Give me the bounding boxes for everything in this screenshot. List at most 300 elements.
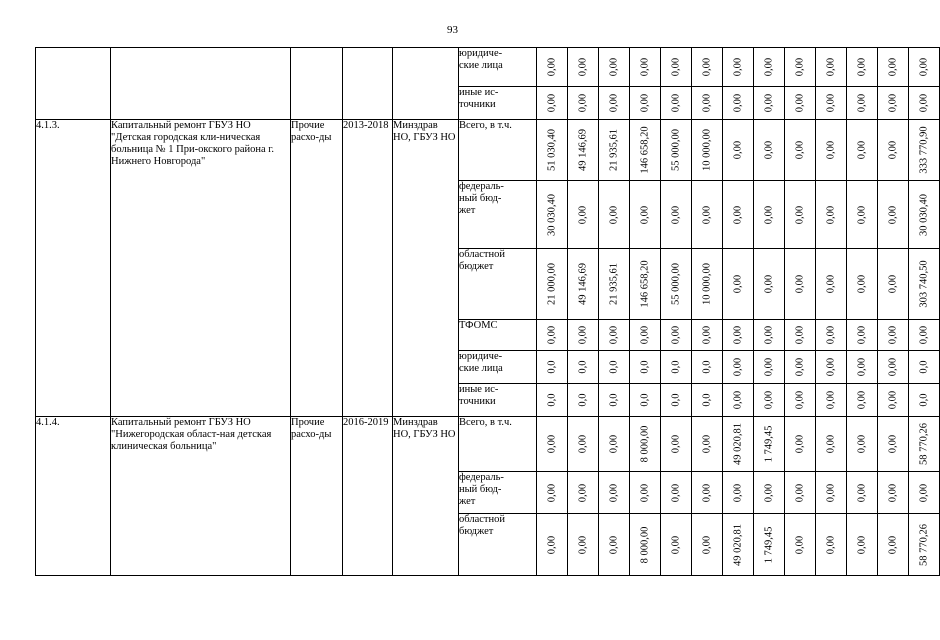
value-text: 0,0 (639, 393, 651, 407)
value-cell (785, 320, 816, 351)
value-text: 0,00 (856, 390, 868, 410)
value-cell (661, 249, 692, 320)
value-cell (847, 48, 878, 87)
value-text: 0,00 (856, 434, 868, 454)
value-text: 0,00 (608, 205, 620, 224)
value-cell (537, 384, 568, 417)
value-cell (661, 87, 692, 120)
value-text: 0,00 (577, 434, 589, 454)
value-text: 0,00 (825, 357, 837, 377)
value-text: 0,00 (546, 434, 558, 454)
funding-source-label: Всего, в т.ч. (459, 417, 537, 472)
value-text: 0,00 (732, 205, 744, 224)
value-cell (754, 120, 785, 181)
value-cell (630, 249, 661, 320)
value-cell (630, 320, 661, 351)
funding-source-label: федераль- ный бюд- жет (459, 181, 537, 249)
value-cell (692, 87, 723, 120)
value-cell (537, 249, 568, 320)
value-cell (754, 417, 785, 472)
value-cell (785, 249, 816, 320)
value-cell (816, 384, 847, 417)
value-cell (816, 181, 847, 249)
value-cell (537, 120, 568, 181)
value-text: 0,00 (763, 205, 775, 224)
value-text: 58 770,26 (918, 523, 930, 566)
value-cell (537, 514, 568, 576)
value-cell (723, 472, 754, 514)
value-text: 0,00 (701, 535, 713, 554)
value-cell (847, 417, 878, 472)
value-cell (723, 120, 754, 181)
value-cell (785, 181, 816, 249)
value-cell (630, 417, 661, 472)
value-text: 0,00 (763, 140, 775, 160)
value-cell (692, 249, 723, 320)
value-cell (754, 48, 785, 87)
value-cell (599, 120, 630, 181)
value-text: 0,00 (732, 274, 744, 294)
value-text: 0,00 (639, 325, 651, 345)
value-cell (630, 514, 661, 576)
value-text: 0,0 (577, 393, 589, 407)
value-text: 0,00 (670, 93, 682, 113)
value-text: 0,00 (670, 325, 682, 345)
value-text: 0,00 (670, 434, 682, 454)
page-number: 93 (447, 24, 458, 36)
value-text: 0,00 (670, 205, 682, 224)
value-cell (692, 351, 723, 384)
value-text: 0,00 (701, 325, 713, 345)
value-text: 0,00 (577, 535, 589, 554)
value-cell (568, 472, 599, 514)
value-text: 0,00 (608, 483, 620, 502)
value-cell (568, 48, 599, 87)
value-text: 0,00 (670, 535, 682, 554)
value-text: 0,00 (887, 357, 899, 377)
value-text: 0,0 (670, 393, 682, 407)
value-cell (723, 351, 754, 384)
value-text: 0,00 (887, 93, 899, 113)
period-cell: 2016-2019 (343, 417, 393, 576)
item-number-cell: 4.1.4. (36, 417, 111, 576)
value-text: 0,00 (887, 140, 899, 160)
value-text: 0,00 (825, 535, 837, 554)
value-text: 0,00 (732, 483, 744, 502)
value-cell (568, 514, 599, 576)
value-text: 146 658,20 (639, 260, 651, 308)
value-text: 0,00 (856, 325, 868, 345)
value-text: 0,00 (763, 483, 775, 502)
value-text: 0,00 (608, 434, 620, 454)
value-text: 10 000,00 (701, 129, 713, 171)
value-text: 0,0 (701, 393, 713, 407)
period-cell (343, 48, 393, 120)
value-cell (599, 351, 630, 384)
value-text: 0,00 (825, 434, 837, 454)
value-cell (723, 181, 754, 249)
value-cell (661, 514, 692, 576)
value-text: 0,00 (794, 274, 806, 294)
item-name-cell: Капитальный ремонт ГБУЗ НО "Детская городская кли-ническая больница № 1 При-окского района г. Нижнего Новгорода" (111, 120, 291, 417)
value-text: 0,00 (794, 93, 806, 113)
value-cell (878, 48, 909, 87)
value-cell (754, 514, 785, 576)
value-text: 0,00 (825, 93, 837, 113)
value-cell (537, 48, 568, 87)
value-text: 0,00 (763, 390, 775, 410)
value-text: 0,00 (577, 57, 589, 77)
value-cell (568, 87, 599, 120)
value-cell (661, 320, 692, 351)
value-text: 0,00 (918, 57, 930, 77)
value-text: 0,00 (577, 93, 589, 113)
value-text: 1 749,45 (763, 526, 775, 563)
value-text: 0,0 (701, 360, 713, 374)
table-row (36, 417, 940, 472)
value-cell (630, 87, 661, 120)
value-cell (816, 417, 847, 472)
value-text: 0,00 (763, 57, 775, 77)
value-text: 0,00 (732, 57, 744, 77)
value-text: 0,00 (918, 483, 930, 502)
item-number-cell (36, 48, 111, 120)
value-text: 0,00 (825, 390, 837, 410)
value-text: 0,00 (825, 325, 837, 345)
value-text: 0,00 (732, 93, 744, 113)
value-cell (723, 87, 754, 120)
value-text: 0,00 (608, 93, 620, 113)
total-value-cell (909, 417, 940, 472)
value-cell (630, 48, 661, 87)
value-cell (630, 472, 661, 514)
value-text: 0,00 (825, 205, 837, 224)
total-value-cell (909, 320, 940, 351)
item-name-cell: Капитальный ремонт ГБУЗ НО "Нижегородская област-ная детская клиническая больница" (111, 417, 291, 576)
value-text: 0,00 (794, 434, 806, 454)
value-cell (692, 514, 723, 576)
value-cell (568, 120, 599, 181)
table-row (36, 48, 940, 87)
value-cell (692, 472, 723, 514)
value-cell (785, 384, 816, 417)
funding-source-label: областной бюджет (459, 249, 537, 320)
value-text: 0,00 (856, 57, 868, 77)
value-text: 0,0 (918, 360, 930, 374)
value-cell (878, 87, 909, 120)
value-cell (692, 384, 723, 417)
value-cell (785, 417, 816, 472)
total-value-cell (909, 120, 940, 181)
value-text: 0,0 (577, 360, 589, 374)
value-cell (754, 320, 785, 351)
value-text: 0,00 (887, 434, 899, 454)
value-cell (816, 351, 847, 384)
value-text: 0,00 (794, 205, 806, 224)
total-value-cell (909, 514, 940, 576)
value-text: 0,00 (577, 325, 589, 345)
value-text: 0,00 (825, 57, 837, 77)
value-cell (878, 472, 909, 514)
value-cell (723, 417, 754, 472)
value-text: 0,00 (701, 434, 713, 454)
value-text: 0,00 (763, 325, 775, 345)
value-cell (878, 384, 909, 417)
value-cell (661, 472, 692, 514)
value-cell (630, 181, 661, 249)
value-cell (754, 384, 785, 417)
value-cell (692, 48, 723, 87)
value-cell (723, 320, 754, 351)
value-text: 0,00 (763, 93, 775, 113)
value-text: 30 030,40 (546, 193, 558, 236)
total-value-cell (909, 181, 940, 249)
value-cell (785, 48, 816, 87)
value-cell (599, 417, 630, 472)
value-text: 49 146,69 (577, 129, 589, 171)
value-text: 30 030,40 (918, 193, 930, 236)
value-text: 49 020,81 (732, 523, 744, 566)
value-cell (537, 417, 568, 472)
value-cell (661, 120, 692, 181)
value-cell (847, 472, 878, 514)
expense-type-cell: Прочие расхо-ды (291, 120, 343, 417)
value-cell (754, 181, 785, 249)
executor-cell (393, 48, 459, 120)
value-text: 303 740,50 (918, 260, 930, 308)
value-text: 0,0 (918, 393, 930, 407)
total-value-cell (909, 48, 940, 87)
value-text: 0,00 (732, 325, 744, 345)
value-cell (599, 249, 630, 320)
value-text: 0,00 (887, 390, 899, 410)
value-text: 0,0 (670, 360, 682, 374)
value-text: 1 749,45 (763, 425, 775, 463)
value-cell (661, 181, 692, 249)
value-text: 0,00 (546, 57, 558, 77)
funding-source-label: иные ис- точники (459, 384, 537, 417)
value-cell (816, 87, 847, 120)
value-cell (599, 514, 630, 576)
value-text: 146 658,20 (639, 126, 651, 174)
value-cell (630, 351, 661, 384)
value-cell (878, 514, 909, 576)
value-cell (723, 249, 754, 320)
value-text: 0,00 (732, 390, 744, 410)
value-cell (568, 384, 599, 417)
value-cell (692, 320, 723, 351)
value-text: 0,00 (856, 93, 868, 113)
value-text: 49 020,81 (732, 423, 744, 465)
value-text: 0,00 (794, 483, 806, 502)
value-cell (599, 320, 630, 351)
executor-cell: Минздрав НО, ГБУЗ НО (393, 417, 459, 576)
value-cell (754, 249, 785, 320)
value-cell (816, 472, 847, 514)
value-text: 0,00 (732, 357, 744, 377)
value-cell (630, 384, 661, 417)
value-cell (816, 48, 847, 87)
value-cell (568, 351, 599, 384)
value-text: 0,00 (577, 205, 589, 224)
value-text: 0,00 (577, 483, 589, 502)
value-text: 0,00 (546, 535, 558, 554)
value-text: 0,00 (856, 140, 868, 160)
value-text: 0,00 (670, 483, 682, 502)
executor-cell: Минздрав НО, ГБУЗ НО (393, 120, 459, 417)
value-text: 55 000,00 (670, 263, 682, 305)
value-text: 0,00 (701, 483, 713, 502)
value-cell (568, 249, 599, 320)
value-cell (537, 472, 568, 514)
value-text: 0,00 (825, 274, 837, 294)
expense-type-cell: Прочие расхо-ды (291, 417, 343, 576)
value-text: 8 000,00 (639, 526, 651, 563)
value-text: 0,00 (887, 57, 899, 77)
value-text: 21 935,61 (608, 263, 620, 305)
value-text: 0,00 (794, 57, 806, 77)
value-cell (785, 514, 816, 576)
value-cell (785, 120, 816, 181)
value-text: 0,0 (639, 360, 651, 374)
value-text: 0,0 (608, 360, 620, 374)
value-cell (692, 181, 723, 249)
value-text: 0,00 (794, 357, 806, 377)
value-cell (754, 472, 785, 514)
value-cell (537, 351, 568, 384)
value-cell (878, 417, 909, 472)
value-cell (661, 351, 692, 384)
value-text: 0,00 (887, 325, 899, 345)
expense-type-cell (291, 48, 343, 120)
value-cell (878, 120, 909, 181)
value-cell (537, 320, 568, 351)
value-cell (785, 351, 816, 384)
value-cell (599, 181, 630, 249)
value-cell (816, 320, 847, 351)
value-text: 0,00 (825, 140, 837, 160)
value-cell (723, 48, 754, 87)
value-text: 8 000,00 (639, 425, 651, 463)
value-text: 0,00 (887, 535, 899, 554)
value-cell (878, 320, 909, 351)
value-text: 0,00 (918, 325, 930, 345)
value-text: 0,0 (608, 393, 620, 407)
value-text: 51 030,40 (546, 129, 558, 171)
value-cell (847, 87, 878, 120)
value-cell (785, 87, 816, 120)
value-text: 0,00 (825, 483, 837, 502)
value-text: 0,00 (608, 325, 620, 345)
item-number-cell: 4.1.3. (36, 120, 111, 417)
value-text: 21 000,00 (546, 263, 558, 305)
value-text: 0,0 (546, 360, 558, 374)
value-text: 21 935,61 (608, 129, 620, 171)
value-cell (847, 120, 878, 181)
value-text: 0,00 (701, 57, 713, 77)
value-text: 0,00 (856, 535, 868, 554)
value-cell (878, 351, 909, 384)
value-cell (630, 120, 661, 181)
value-cell (723, 514, 754, 576)
value-text: 0,00 (608, 535, 620, 554)
value-cell (754, 87, 785, 120)
value-cell (537, 181, 568, 249)
value-cell (847, 514, 878, 576)
value-cell (568, 417, 599, 472)
value-text: 0,00 (887, 205, 899, 224)
value-text: 0,00 (856, 205, 868, 224)
value-cell (847, 384, 878, 417)
value-text: 0,00 (794, 390, 806, 410)
value-cell (816, 120, 847, 181)
value-cell (692, 417, 723, 472)
value-text: 0,00 (701, 93, 713, 113)
value-cell (692, 120, 723, 181)
value-text: 55 000,00 (670, 129, 682, 171)
value-cell (537, 87, 568, 120)
funding-source-label: областной бюджет (459, 514, 537, 576)
value-cell (723, 384, 754, 417)
value-cell (847, 351, 878, 384)
value-cell (661, 48, 692, 87)
value-cell (599, 87, 630, 120)
value-cell (754, 351, 785, 384)
value-text: 0,00 (856, 357, 868, 377)
total-value-cell (909, 384, 940, 417)
total-value-cell (909, 249, 940, 320)
value-text: 0,00 (546, 93, 558, 113)
total-value-cell (909, 351, 940, 384)
budget-table (35, 47, 940, 576)
value-cell (599, 384, 630, 417)
value-cell (785, 472, 816, 514)
value-text: 58 770,26 (918, 423, 930, 465)
funding-source-label: ТФОМС (459, 320, 537, 351)
value-text: 0,00 (794, 140, 806, 160)
value-text: 0,00 (887, 274, 899, 294)
value-text: 0,00 (856, 483, 868, 502)
value-text: 0,00 (639, 57, 651, 77)
period-cell: 2013-2018 (343, 120, 393, 417)
value-cell (878, 249, 909, 320)
value-text: 0,00 (763, 357, 775, 377)
value-text: 0,0 (546, 393, 558, 407)
value-cell (661, 384, 692, 417)
value-text: 0,00 (670, 57, 682, 77)
value-text: 0,00 (763, 274, 775, 294)
value-text: 0,00 (732, 140, 744, 160)
value-text: 333 770,90 (918, 126, 930, 174)
value-cell (568, 181, 599, 249)
value-cell (816, 249, 847, 320)
table-row (36, 120, 940, 181)
funding-source-label: Всего, в т.ч. (459, 120, 537, 181)
value-cell (847, 181, 878, 249)
value-cell (878, 181, 909, 249)
value-cell (599, 472, 630, 514)
value-text: 0,00 (639, 93, 651, 113)
value-cell (847, 249, 878, 320)
funding-source-label: юридиче- ские лица (459, 351, 537, 384)
value-text: 49 146,69 (577, 263, 589, 305)
value-text: 0,00 (856, 274, 868, 294)
value-text: 0,00 (794, 325, 806, 345)
value-text: 0,00 (918, 93, 930, 113)
value-text: 0,00 (701, 205, 713, 224)
value-cell (847, 320, 878, 351)
value-cell (816, 514, 847, 576)
